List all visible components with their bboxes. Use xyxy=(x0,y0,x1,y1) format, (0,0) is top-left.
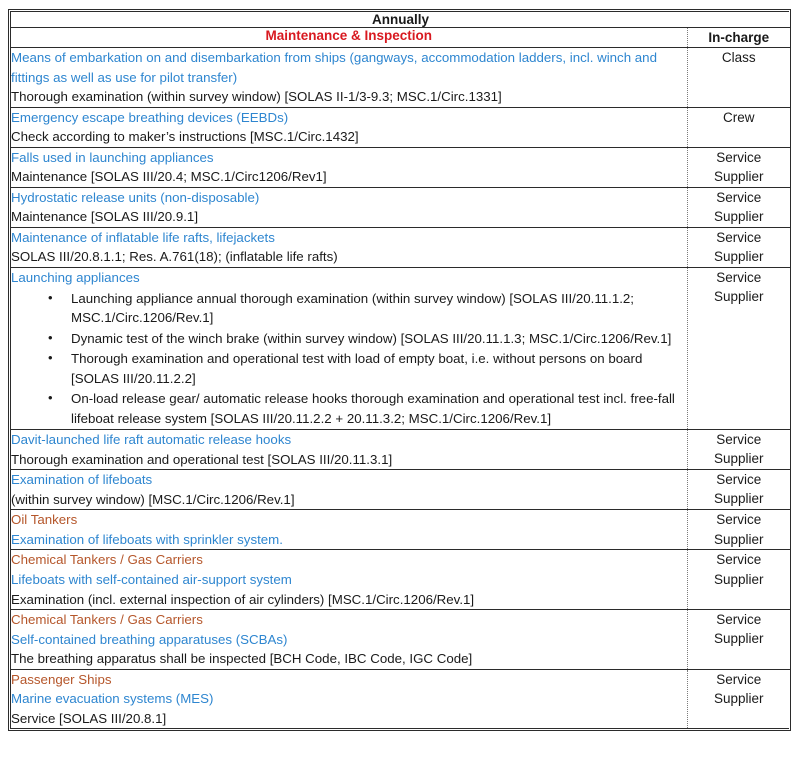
in-charge-text: Supplier xyxy=(713,209,764,225)
in-charge-text: Supplier xyxy=(713,451,764,467)
in-charge-text: Supplier xyxy=(713,249,764,265)
in-charge-text: Service xyxy=(716,552,762,568)
ship-type-text: Chemical Tankers / Gas Carriers xyxy=(11,612,203,628)
in-charge-cell xyxy=(687,470,790,510)
in-charge-text: Service xyxy=(716,270,762,285)
in-charge-cell xyxy=(687,669,790,728)
item-title-text: Lifeboats with self-contained air-support system xyxy=(11,571,292,587)
maintenance-inspection-cell xyxy=(11,187,687,227)
item-title-text: Hydrostatic release units (non-disposable) xyxy=(11,189,260,205)
table-row xyxy=(11,227,790,267)
in-charge-text: Supplier xyxy=(713,531,764,547)
in-charge-text: Class xyxy=(721,50,756,66)
item-title-text: Emergency escape breathing devices (EEBDs) xyxy=(11,109,289,125)
table-row xyxy=(11,107,790,147)
in-charge-text: Supplier xyxy=(713,690,764,706)
in-charge-cell xyxy=(687,430,790,470)
item-title-text: Launching appliances xyxy=(11,270,140,285)
in-charge-text: Supplier xyxy=(713,168,764,184)
table-row xyxy=(11,147,790,187)
in-charge-text: Supplier xyxy=(713,491,764,507)
in-charge-text: Service xyxy=(716,189,762,205)
in-charge-cell xyxy=(687,268,790,430)
item-title-text: Means of embarkation on and disembarkation from ships (gangways, accommodation ladders, incl. winch and fittings as well as use for pilot transfer) xyxy=(11,50,657,85)
maintenance-inspection-cell xyxy=(11,430,687,470)
maintenance-inspection-cell xyxy=(11,48,687,108)
bullet-item: • Launching appliance annual thorough examination (within survey window) [SOLAS III/20.11.1.2; MSC.1/Circ.1206/Rev.1] xyxy=(11,289,687,328)
item-detail-text: Thorough examination (within survey window) [SOLAS II-1/3-9.3; MSC.1/Circ.1331] xyxy=(11,89,502,105)
item-detail-text: Maintenance [SOLAS III/20.4; MSC.1/Circ1206/Rev1] xyxy=(11,169,327,185)
in-charge-text: Service xyxy=(716,512,762,528)
table-row xyxy=(11,470,790,510)
in-charge-cell xyxy=(687,227,790,267)
table-row xyxy=(11,610,790,670)
ship-type-text: Oil Tankers xyxy=(11,512,78,528)
table-title-row xyxy=(11,12,790,28)
in-charge-cell xyxy=(687,610,790,670)
in-charge-cell xyxy=(687,510,790,550)
table-row xyxy=(11,510,790,550)
maintenance-inspection-cell xyxy=(11,147,687,187)
bullet-list xyxy=(11,289,687,429)
item-title-text: Examination of lifeboats with sprinkler system. xyxy=(11,531,283,547)
in-charge-text: Crew xyxy=(723,109,755,125)
item-title-text: Examination of lifeboats xyxy=(11,472,153,488)
item-title-text: Davit-launched life raft automatic release hooks xyxy=(11,432,292,448)
in-charge-text: Service xyxy=(716,612,762,628)
ship-type-text: Chemical Tankers / Gas Carriers xyxy=(11,552,203,568)
maintenance-inspection-cell xyxy=(11,610,687,670)
in-charge-text: Service xyxy=(716,472,762,488)
in-charge-text: Supplier xyxy=(713,289,764,305)
item-title-text: Maintenance of inflatable life rafts, lifejackets xyxy=(11,229,275,245)
schedule-table-inner-border xyxy=(10,11,789,729)
table-row xyxy=(11,550,790,610)
maintenance-inspection-cell xyxy=(11,107,687,147)
in-charge-text: Service xyxy=(716,432,762,448)
in-charge-cell xyxy=(687,147,790,187)
column-header-maintenance-inspection: Maintenance & Inspection xyxy=(11,28,687,48)
in-charge-cell xyxy=(687,187,790,227)
in-charge-text: Supplier xyxy=(713,631,764,647)
table-row xyxy=(11,48,790,108)
maintenance-inspection-cell xyxy=(11,268,687,430)
bullet-item: • Dynamic test of the winch brake (within survey window) [SOLAS III/20.11.1.3; MSC.1/Circ.1206/Rev.1] xyxy=(11,329,687,349)
maintenance-inspection-cell xyxy=(11,669,687,728)
item-detail-text: Thorough examination and operational test [SOLAS III/20.11.3.1] xyxy=(11,451,393,467)
item-detail-text: Service [SOLAS III/20.8.1] xyxy=(11,710,167,726)
item-detail-text: Check according to maker’s instructions [MSC.1/Circ.1432] xyxy=(11,129,359,145)
item-detail-text: Maintenance [SOLAS III/20.9.1] xyxy=(11,209,199,225)
in-charge-cell xyxy=(687,107,790,147)
item-detail-text: The breathing apparatus shall be inspected [BCH Code, IBC Code, IGC Code] xyxy=(11,651,473,667)
item-title-text: Marine evacuation systems (MES) xyxy=(11,691,214,707)
bullet-item: • Thorough examination and operational test with load of empty boat, i.e. without persons on board [SOLAS III/20.11.2.2] xyxy=(11,349,687,388)
item-detail-text: (within survey window) [MSC.1/Circ.1206/Rev.1] xyxy=(11,491,295,507)
table-title: Annually xyxy=(11,12,790,28)
in-charge-cell xyxy=(687,550,790,610)
in-charge-text: Service xyxy=(716,229,762,245)
item-detail-text: Examination (incl. external inspection of air cylinders) [MSC.1/Circ.1206/Rev.1] xyxy=(11,591,475,607)
table-row xyxy=(11,430,790,470)
column-header-row xyxy=(11,28,790,48)
in-charge-text: Service xyxy=(716,671,762,687)
schedule-table-outer-border xyxy=(8,9,791,731)
ship-type-text: Passenger Ships xyxy=(11,671,112,687)
maintenance-inspection-cell xyxy=(11,227,687,267)
table-row xyxy=(11,669,790,728)
in-charge-text: Service xyxy=(716,149,762,165)
bullet-item: • On-load release gear/ automatic release hooks thorough examination and operational test incl. free-fall lifeboat release system [SOLAS III/20.11.2.2 + 20.11.3.2; MSC.1/Circ.1206/Rev.1] xyxy=(11,389,687,428)
table-row xyxy=(11,268,790,430)
in-charge-text: Supplier xyxy=(713,571,764,587)
table-body xyxy=(11,12,790,728)
in-charge-cell xyxy=(687,48,790,108)
maintenance-inspection-cell xyxy=(11,550,687,610)
maintenance-inspection-cell xyxy=(11,510,687,550)
item-title-text: Self-contained breathing apparatuses (SCBAs) xyxy=(11,631,288,647)
table-row xyxy=(11,187,790,227)
item-detail-text: SOLAS III/20.8.1.1; Res. A.761(18); (inflatable life rafts) xyxy=(11,249,338,265)
annual-maintenance-schedule-table xyxy=(11,12,790,728)
maintenance-inspection-cell xyxy=(11,470,687,510)
item-title-text: Falls used in launching appliances xyxy=(11,149,214,165)
column-header-in-charge: In-charge xyxy=(687,28,790,48)
